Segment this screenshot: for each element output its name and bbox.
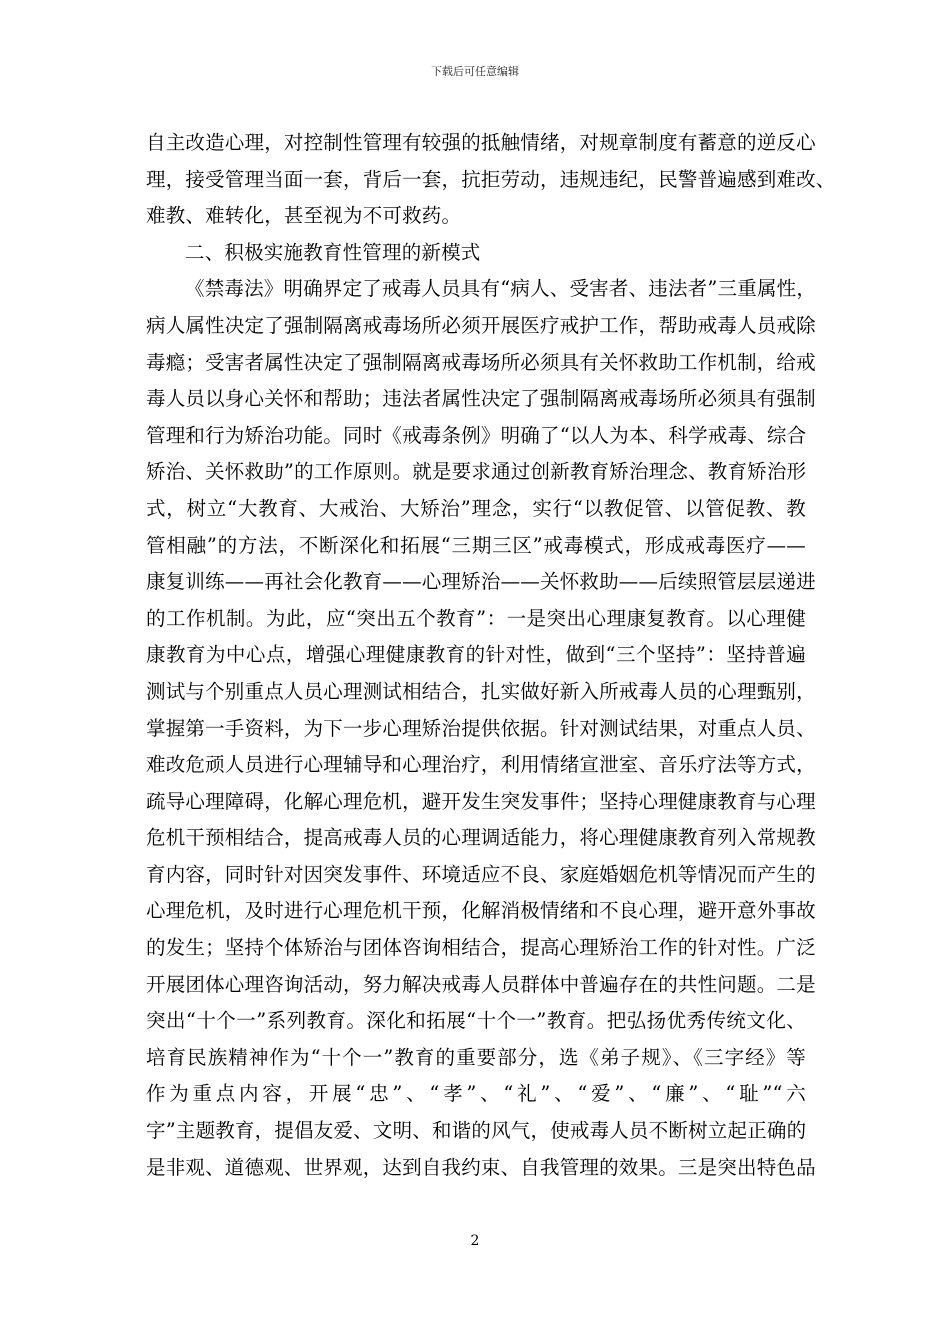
text-line: 是非观、道德观、世界观，达到自我约束、自我管理的效果。三是突出特色品 [146,1155,816,1179]
text-line: 开展团体心理咨询活动，努力解决戒毒人员群体中普遍存在的共性问题。二是 [146,972,816,996]
text-line: 疏导心理障碍，化解心理危机，避开发生突发事件；坚持心理健康教育与心理 [146,789,816,813]
text-line: 《禁毒法》明确界定了戒毒人员具有“病人、受害者、违法者”三重属性， [185,277,817,301]
page-number: 2 [470,1233,480,1249]
text-line: 字”主题教育，提倡友爱、文明、和谐的风气，使戒毒人员不断树立起正确的 [146,1119,807,1143]
text-line: 病人属性决定了强制隔离戒毒场所必须开展医疗戒护工作，帮助戒毒人员戒除 [146,313,816,337]
text-line: 培育民族精神作为“十个一”教育的重要部分，选《弟子规》、《三字经》等 [146,1045,806,1069]
text-line: 康教育为中心点，增强心理健康教育的针对性，做到“三个坚持”：坚持普遍 [146,643,806,667]
page-header: 下载后可任意编辑 [431,65,519,78]
text-line: 难改危顽人员进行心理辅导和心理治疗，利用情绪宣泄室、音乐疗法等方式， [146,753,816,777]
text-line: 掌握第一手资料，为下一步心理矫治提供依据。针对测试结果，对重点人员、 [146,716,816,740]
text-line: 心理危机，及时进行心理危机干预，化解消极情绪和不良心理，避开意外事故 [146,899,816,923]
text-line: 矫治、关怀救助”的工作原则。就是要求通过创新教育矫治理念、教育矫治形 [146,460,807,484]
text-line: 测试与个别重点人员心理测试相结合，扎实做好新入所戒毒人员的心理甄别， [146,679,816,703]
text-line: 管相融”的方法，不断深化和拓展“三期三区”戒毒模式，形成戒毒医疗—— [146,533,806,557]
body-text [146,125,836,1186]
text-line: 自主改造心理，对控制性管理有较强的抵触情绪，对规章制度有蓄意的逆反心 [146,131,816,154]
text-line: 育内容，同时针对因突发事件、环境适应不良、家庭婚姻危机等情况而产生的 [146,862,816,886]
text-line: 毒瘾；受害者属性决定了强制隔离戒毒场所必须具有关怀救助工作机制，给戒 [146,350,816,374]
text-line: 危机干预相结合，提高戒毒人员的心理调适能力，将心理健康教育列入常规教 [146,826,816,850]
text-line: 的发生；坚持个体矫治与团体咨询相结合，提高心理矫治工作的针对性。广泛 [146,936,816,960]
text-line: 理，接受管理当面一套，背后一套，抗拒劳动，违规违纪，民警普遍感到难改、 [146,167,836,191]
section-heading: 二、积极实施教育性管理的新模式 [185,240,481,264]
text-line: 毒人员以身心关怀和帮助；违法者属性决定了强制隔离戒毒场所必须具有强制 [146,387,816,411]
text-line: 难教、难转化，甚至视为不可救药。 [146,204,462,228]
text-line: 的工作机制。为此，应“突出五个教育”：一是突出心理康复教育。以心理健 [146,606,806,630]
text-line: 康复训练——再社会化教育——心理矫治——关怀救助——后续照管层层递进 [146,570,816,594]
text-line: 突出“十个一”系列教育。深化和拓展“十个一”教育。把弘扬优秀传统文化、 [146,1009,806,1033]
text-line: 管理和行为矫治功能。同时《戒毒条例》明确了“以人为本、科学戒毒、综合 [146,423,807,447]
text-line: 作为重点内容，开展“忠”、“孝”、“礼”、“爱”、“廉”、“耻”“六 [146,1082,806,1106]
text-line: 式，树立“大教育、大戒治、大矫治”理念，实行“以教促管、以管促教、教 [146,496,806,520]
